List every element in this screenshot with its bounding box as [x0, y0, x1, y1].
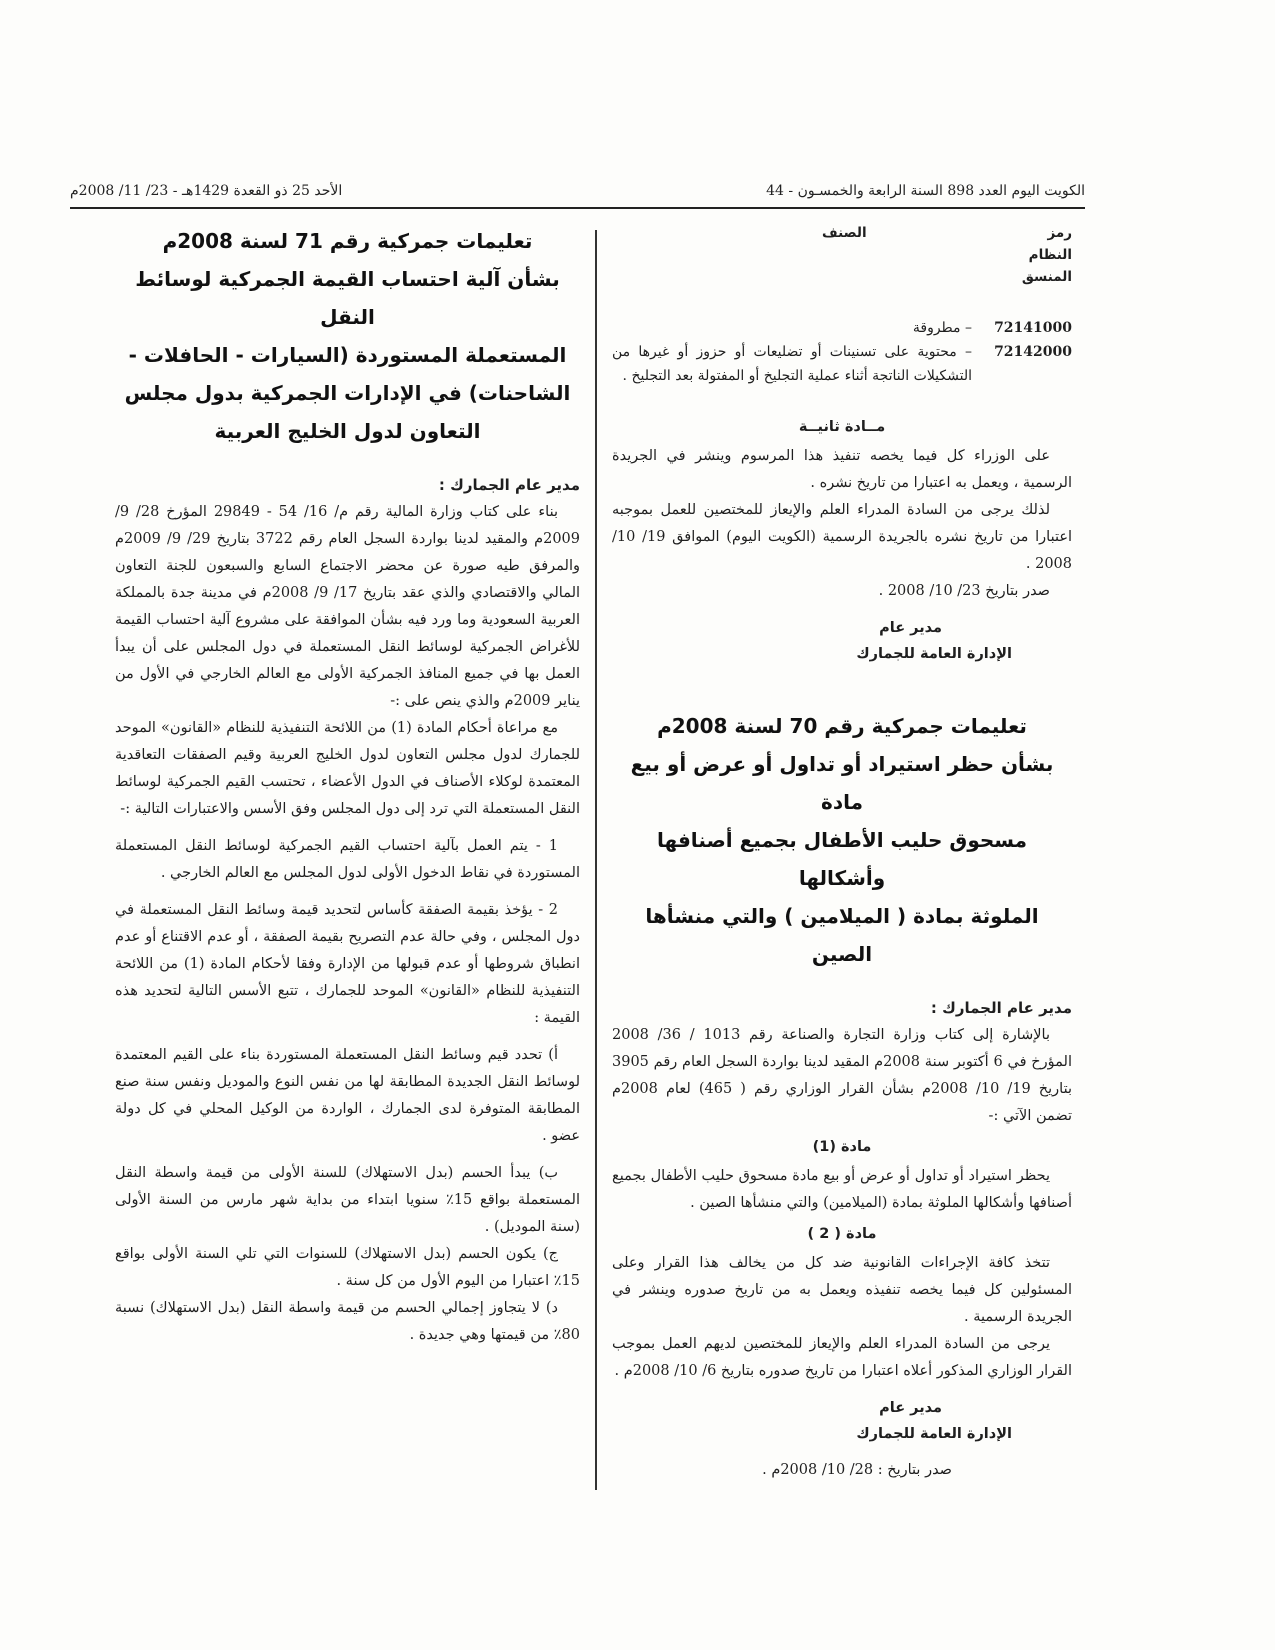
clause-item: د) لا يتجاوز إجمالي الحسم من قيمة واسطة النقل (بدل الاستهلاك) نسبة 80٪ من قيمتها وهي جديدة . — [115, 1300, 580, 1343]
clause-item: أ) تحدد قيم وسائط النقل المستعملة المستوردة بناء على القيم المعتمدة لوسائط النقل الجديدة المطابقة لها من نفس النوع والموديل ونفس سنة صنع المطابقة المتوفرة لدى الجمارك ، الواردة من الوكيل المحلي في كل دولة عضو . — [115, 1047, 580, 1144]
title-line: الشاحنات) في الإدارات الجمركية بدول مجلس — [124, 381, 571, 405]
header-date: الأحد 25 ذو القعدة 1429هـ - 23/ 11/ 2008م — [70, 183, 343, 199]
header-issue-info: الكويت اليوم العدد 898 السنة الرابعة والخمسـون - 44 — [766, 183, 1085, 199]
page-header — [70, 183, 1085, 205]
column-divider — [595, 230, 597, 1490]
request-paragraph: يرجى من السادة المدراء العلم والإيعاز للمختصين لديهم العمل بموجب القرار الوزاري المذكور أعلاه اعتبارا من تاريخ صدوره بتاريخ 6/ 10/ 2008م . — [612, 1336, 1072, 1379]
title-line: بشأن حظر استيراد أو تداول أو عرض أو بيع مادة — [630, 752, 1054, 814]
header-rule — [70, 207, 1085, 209]
title-line: مسحوق حليب الأطفال بجميع أصنافها وأشكالها — [657, 828, 1027, 890]
article-heading: مادة ( 2 ) — [807, 1226, 877, 1242]
issued-date: صدر بتاريخ 23/ 10/ 2008 . — [878, 583, 1050, 599]
table-row — [612, 316, 1072, 340]
intro-paragraph: بناء على كتاب وزارة المالية رقم م/ 16/ 54 - 29849 المؤرخ 28/ 9/ 2009م والمقيد لدينا بواردة السجل العام رقم 3722 بتاريخ 29/ 9/ 2009م والمرفق طيه صورة عن محضر الاجتماع السابع والسبعون للجنة التعاون المالي والاقتصادي والذي عقد بتاريخ 17/ 9/ 2008م في مدينة جدة بالمملكة العربية السعودية وما ورد فيه بشأن الموافقة على مشروع آلية احتساب القيمة للأغراض الجمركية لوسائط النقل المستعملة في دول المجلس على أن يبدأ العمل بها في جميع المنافذ الجمركية الأولى مع العالم الخارجي في الأول من يناير 2009م والذي ينص على :- — [115, 504, 581, 709]
clause-item: 2 - يؤخذ بقيمة الصفقة كأساس لتحديد قيمة وسائط النقل المستعملة في دول المجلس ، وفي حالة عدم التصريح بقيمة الصفقة ، أو عدم الاقتناع أو عدم انطباق شروطها أو عدم قبولها من الإدارة وفقا لأحكام المادة (1) من اللائحة التنفيذية للنظام «القانون» الموحد للجمارك ، تتبع الأسس التالية لتحديد هذه القيمة : — [115, 902, 580, 1026]
left-column — [115, 222, 580, 1349]
hs-code: 72142000 — [994, 344, 1072, 360]
article-text: على الوزراء كل فيما يخصه تنفيذ هذا المرسوم وينشر في الجريدة الرسمية ، ويعمل به اعتبارا من تاريخ نشره . — [612, 448, 1072, 491]
document-title-70 — [612, 707, 1072, 973]
reference-paragraph: بالإشارة إلى كتاب وزارة التجارة والصناعة رقم 1013 / 36/ 2008 المؤرخ في 6 أكتوبر سنة 2008م المقيد لدينا بواردة السجل العام رقم 3905 بتاريخ 19/ 10/ 2008م بشأن القرار الوزاري رقم ( 465) لعام 2008م تضمن الآتي :- — [612, 1027, 1072, 1124]
hs-code: 72141000 — [994, 320, 1072, 336]
title-line: بشأن آلية احتساب القيمة الجمركية لوسائط النقل — [135, 267, 560, 329]
clause-item: ج) يكون الحسم (بدل الاستهلاك) للسنوات التي تلي السنة الأولى بواقع 15٪ اعتبارا من اليوم الأول من كل سنة . — [115, 1246, 580, 1289]
title-line: الملوثة بمادة ( الميلامين ) والتي منشأها الصين — [645, 904, 1039, 966]
request-paragraph: لذلك يرجى من السادة المدراء العلم والإيعاز للمختصين للعمل بموجبه اعتبارا من تاريخ نشره بالجريدة الرسمية (الكويت اليوم) الموافق 19/ 10/ 2008 . — [612, 502, 1073, 572]
clause-item: 1 - يتم العمل بآلية احتساب القيم الجمركية لوسائط النقل المستعملة المستوردة في نقاط الدخول الأولى لدول المجلس مع العالم الخارجي . — [115, 838, 580, 881]
signature-department: الإدارة العامة للجمارك — [856, 646, 1012, 662]
article-text: تتخذ كافة الإجراءات القانونية ضد كل من يخالف هذا القرار وعلى المسئولين كل فيما يخصه تنفيذه ويعمل به من تاريخ صدوره وينشر في الجريدة الرسمية . — [612, 1255, 1072, 1325]
title-line: تعليمات جمركية رقم 70 لسنة 2008م — [657, 714, 1027, 738]
addressee: مدير عام الجمارك : — [930, 999, 1072, 1017]
article-text: يحظر استيراد أو تداول أو عرض أو بيع مادة مسحوق حليب الأطفال بجميع أصنافها وأشكالها الملوثة بمادة (الميلامين) والتي منشأها الصين . — [612, 1168, 1072, 1211]
document-title-71 — [115, 222, 580, 450]
basis-paragraph: مع مراعاة أحكام المادة (1) من اللائحة التنفيذية للنظام «القانون» الموحد للجمارك لدول مجلس التعاون لدول الخليج العربية وقيم الصفقات التعاقدية المعتمدة لوكلاء الأصناف في الدول الأعضاء ، تحتسب القيم الجمركية لوسائط النقل المستعملة التي ترد إلى دول المجلس وفق الأسس والاعتبارات التالية :- — [115, 720, 580, 817]
table-header-code: رمز النظام المنسق — [1021, 225, 1072, 285]
signature-title: مدير عام — [879, 620, 942, 636]
signature-department: الإدارة العامة للجمارك — [856, 1426, 1012, 1442]
table-header-class: الصنف — [822, 225, 867, 241]
article-heading: مادة (1) — [812, 1139, 872, 1155]
table-header — [612, 222, 1072, 294]
title-line: تعليمات جمركية رقم 71 لسنة 2008م — [162, 229, 533, 253]
code-table — [612, 316, 1072, 388]
signature-title: مدير عام — [879, 1400, 942, 1416]
right-column — [612, 222, 1072, 1484]
hs-description: – مطروقة — [912, 320, 972, 336]
issued-date: صدر بتاريخ : 28/ 10/ 2008م . — [762, 1462, 952, 1478]
article-heading: مــادة ثانيــة — [798, 419, 886, 435]
title-line: المستعملة المستوردة (السيارات - الحافلات - — [128, 343, 567, 367]
title-line: التعاون لدول الخليج العربية — [214, 419, 481, 443]
addressee: مدير عام الجمارك : — [438, 476, 580, 494]
clause-item: ب) يبدأ الحسم (بدل الاستهلاك) للسنة الأولى من قيمة واسطة النقل المستعملة بواقع 15٪ سنويا ابتداء من بداية شهر مارس من السنة الأولى (سنة الموديل) . — [115, 1165, 581, 1235]
table-row — [612, 340, 1072, 388]
hs-description: – محتوية على تسنينات أو تضليعات أو حزوز أو غيرها من التشكيلات الناتجة أثناء عملية التجليخ أو المفتولة بعد التجليخ . — [612, 344, 972, 384]
